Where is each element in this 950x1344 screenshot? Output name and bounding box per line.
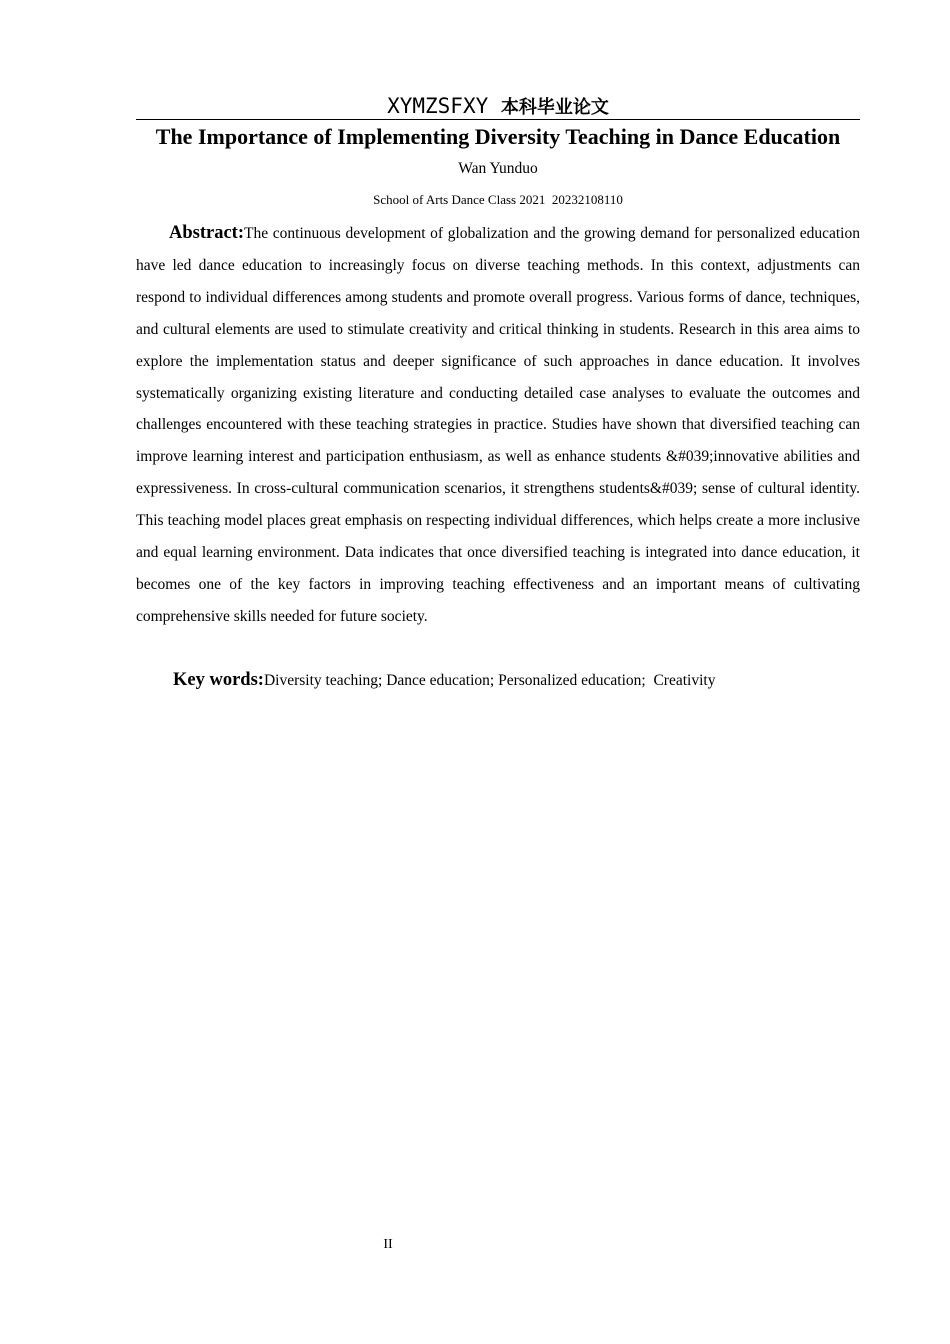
affiliation: School of Arts Dance Class 2021 20232108110: [373, 192, 623, 207]
header-rule: [136, 119, 860, 120]
header-cjk: 本科毕业论文: [500, 97, 609, 118]
keywords-label: Key words:: [173, 670, 264, 690]
paper-title: The Importance of Implementing Diversity Teaching in Dance Education: [155, 124, 841, 149]
keywords-paragraph: [136, 665, 860, 696]
running-header: [136, 92, 860, 122]
header-latin: XYMZSFXY: [387, 94, 489, 118]
abstract-label: Abstract:: [169, 223, 245, 243]
abstract-paragraph: [136, 218, 860, 633]
keywords-text: Diversity teaching; Dance education; Personalized education; Creativity: [263, 672, 716, 689]
author-name: Wan Yunduo: [458, 160, 538, 177]
page-number: II: [383, 1237, 393, 1252]
abstract-text: The continuous development of globalization and the growing demand for personalized education have led dance education to increasingly focus on diverse teaching methods. In this context, adjustments can respond to individual differences among students and promote overall progress. Various forms of dance, techniques, and cultural elements are used to stimulate creativity and critical thinking in students. Research in this area aims to explore the implementation status and deeper significance of such approaches in dance education. It involves systematically organizing existing literature and conducting detailed case analyses to evaluate the outcomes and challenges encountered with these teaching strategies in practice. Studies have shown that diversified teaching can improve learning interest and participation enthusiasm, as well as enhance students &#039;innovative abilities and expressiveness. In cross-cultural communication scenarios, it strengthens students&#039; sense of cultural identity. This teaching model places great emphasis on respecting individual differences, which helps create a more inclusive and equal learning environment. Data indicates that once diversified teaching is integrated into dance education, it becomes one of the key factors in improving teaching effectiveness and an important means of cultivating comprehensive skills needed for future society.: [136, 225, 860, 625]
